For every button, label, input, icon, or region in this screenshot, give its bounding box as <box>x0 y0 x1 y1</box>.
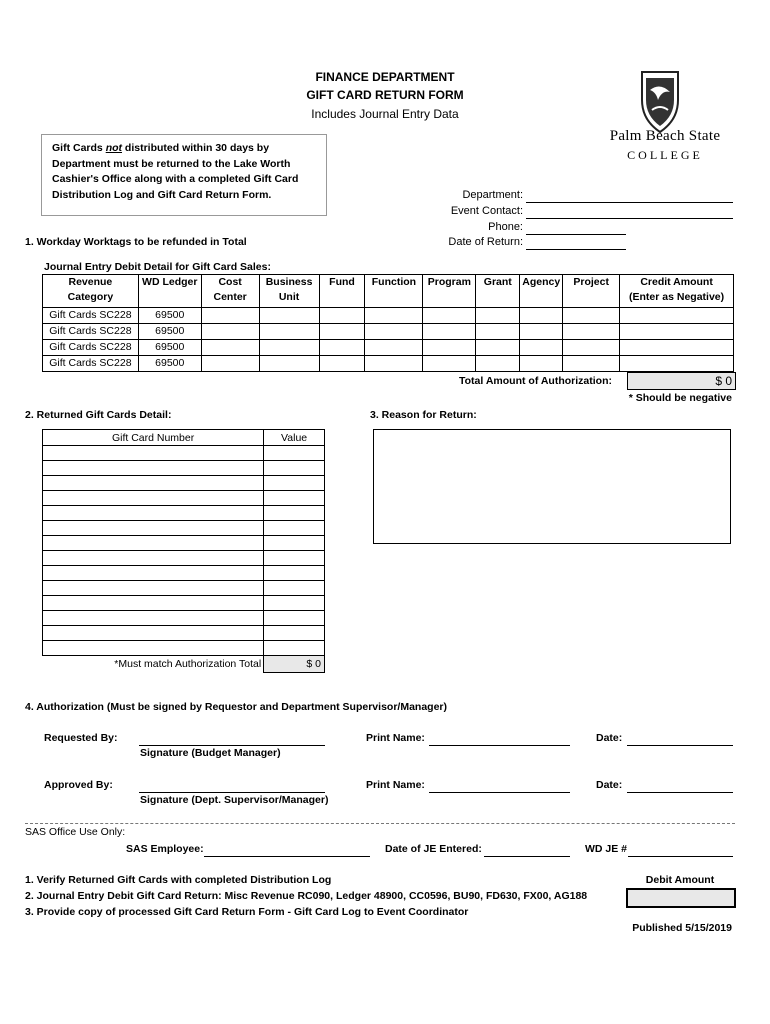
notice-line-3: Cashier's Office along with a completed Gift Card <box>52 173 299 185</box>
je-ledger-cell: 69500 <box>138 340 201 356</box>
je-credit-cell[interactable] <box>620 324 734 340</box>
je-input-cell[interactable] <box>563 356 620 372</box>
event-contact-field[interactable] <box>526 206 733 219</box>
gift-card-value-cell[interactable] <box>264 446 325 461</box>
je-input-cell[interactable] <box>520 356 563 372</box>
je-input-cell[interactable] <box>423 308 476 324</box>
table-row <box>43 521 325 536</box>
je-category-cell: Gift Cards SC228 <box>43 356 139 372</box>
notice-line-2: Department must be returned to the Lake Worth <box>52 157 291 170</box>
je-col-grant: Grant <box>476 275 520 308</box>
table-row <box>43 461 325 476</box>
phone-field[interactable] <box>526 222 626 235</box>
je-col-project: Project <box>563 275 620 308</box>
je-input-cell[interactable] <box>365 308 423 324</box>
je-input-cell[interactable] <box>563 308 620 324</box>
je-input-cell[interactable] <box>563 340 620 356</box>
je-col-ledger: WD Ledger <box>138 275 201 308</box>
total-authorization-value: $ 0 <box>627 372 736 390</box>
gift-card-value-cell[interactable] <box>264 611 325 626</box>
gift-card-value-cell[interactable] <box>264 566 325 581</box>
table-row <box>43 356 734 372</box>
table-row <box>43 308 734 324</box>
sas-step-1: 1. Verify Returned Gift Cards with completed Distribution Log <box>25 874 332 886</box>
je-input-cell[interactable] <box>201 324 259 340</box>
je-input-cell[interactable] <box>476 340 520 356</box>
je-input-cell[interactable] <box>201 308 259 324</box>
requested-by-label: Requested By: <box>44 732 118 744</box>
je-credit-cell[interactable] <box>620 356 734 372</box>
gift-card-value-cell[interactable] <box>264 521 325 536</box>
je-input-cell[interactable] <box>476 356 520 372</box>
section2-title: 2. Returned Gift Cards Detail: <box>25 409 172 421</box>
requested-by-signature-line[interactable] <box>139 733 325 746</box>
notice-box <box>41 134 327 216</box>
notice-line-4: Distribution Log and Gift Card Return Form. <box>52 188 272 201</box>
published-date: Published 5/15/2019 <box>632 922 732 934</box>
je-col-fund: Fund <box>319 275 365 308</box>
gift-card-number-cell[interactable] <box>43 491 264 506</box>
gift-card-value-cell[interactable] <box>264 461 325 476</box>
je-ledger-cell: 69500 <box>138 324 201 340</box>
je-input-cell[interactable] <box>319 356 365 372</box>
je-category-cell: Gift Cards SC228 <box>43 308 139 324</box>
je-input-cell[interactable] <box>563 324 620 340</box>
table-row <box>43 324 734 340</box>
date-return-label: Date of Return: <box>448 236 523 248</box>
gift-card-value-cell[interactable] <box>264 626 325 641</box>
date-field-1[interactable] <box>627 733 733 746</box>
gift-card-number-cell[interactable] <box>43 476 264 491</box>
je-input-cell[interactable] <box>423 340 476 356</box>
je-input-cell[interactable] <box>520 340 563 356</box>
gift-card-total-row <box>43 656 325 673</box>
je-input-cell[interactable] <box>423 356 476 372</box>
je-input-cell[interactable] <box>259 340 319 356</box>
date-label-1: Date: <box>596 732 623 744</box>
je-col-program: Program <box>423 275 476 308</box>
print-name-field-1[interactable] <box>429 733 570 746</box>
department-heading: FINANCE DEPARTMENT <box>315 70 455 84</box>
sas-title: SAS Office Use Only: <box>25 826 126 838</box>
print-name-label-2: Print Name: <box>366 779 425 791</box>
notice-emphasis: not <box>105 142 123 154</box>
table-row <box>43 581 325 596</box>
section4-title: 4. Authorization (Must be signed by Requestor and Department Supervisor/Manager) <box>25 701 447 713</box>
gift-card-number-cell[interactable] <box>43 626 264 641</box>
table-row <box>43 491 325 506</box>
wd-je-field[interactable] <box>628 844 733 857</box>
sas-employee-label: SAS Employee: <box>126 843 204 855</box>
reason-textarea[interactable] <box>373 429 731 544</box>
negative-note: * Should be negative <box>628 392 732 404</box>
table-row <box>43 506 325 521</box>
je-input-cell[interactable] <box>259 308 319 324</box>
table-row <box>43 626 325 641</box>
je-input-cell[interactable] <box>201 356 259 372</box>
gift-card-number-cell[interactable] <box>43 446 264 461</box>
je-input-cell[interactable] <box>319 324 365 340</box>
je-input-cell[interactable] <box>476 308 520 324</box>
table-row <box>43 551 325 566</box>
gift-card-number-cell[interactable] <box>43 641 264 656</box>
college-logo <box>600 70 730 170</box>
gift-card-value-cell[interactable] <box>264 551 325 566</box>
print-name-field-2[interactable] <box>429 780 570 793</box>
gift-card-number-cell[interactable] <box>43 461 264 476</box>
debit-amount-label: Debit Amount <box>645 874 715 886</box>
je-col-business-unit: Business Unit <box>259 275 319 308</box>
je-input-cell[interactable] <box>201 340 259 356</box>
gift-card-number-cell[interactable] <box>43 566 264 581</box>
event-contact-label: Event Contact: <box>450 205 523 217</box>
date-je-label: Date of JE Entered: <box>385 843 482 855</box>
sas-step-3: 3. Provide copy of processed Gift Card Return Form - Gift Card Log to Event Coordinator <box>25 906 469 918</box>
date-return-field[interactable] <box>526 237 626 250</box>
approved-by-signature-line[interactable] <box>139 780 325 793</box>
gift-card-header-row <box>43 430 325 446</box>
phone-label: Phone: <box>488 221 523 233</box>
gift-card-value-cell[interactable] <box>264 641 325 656</box>
sas-step-2: 2. Journal Entry Debit Gift Card Return: Misc Revenue RC090, Ledger 48900, CC0596, BU90, FD630, FX00, AG188 <box>25 890 588 902</box>
signature-budget-caption: Signature (Budget Manager) <box>140 747 281 759</box>
gift-card-value-cell[interactable] <box>264 491 325 506</box>
je-col-agency: Agency <box>520 275 563 308</box>
journal-entry-table <box>42 274 734 372</box>
je-col-credit-amount: Credit Amount (Enter as Negative) <box>620 275 734 308</box>
table-row <box>43 476 325 491</box>
wd-je-label: WD JE # <box>585 843 628 855</box>
table-row <box>43 340 734 356</box>
je-ledger-cell: 69500 <box>138 356 201 372</box>
je-input-cell[interactable] <box>365 356 423 372</box>
je-input-cell[interactable] <box>520 324 563 340</box>
je-input-cell[interactable] <box>365 340 423 356</box>
je-input-cell[interactable] <box>476 324 520 340</box>
table-row <box>43 611 325 626</box>
section1-title: 1. Workday Worktags to be refunded in Total <box>25 236 247 248</box>
je-col-cost-center: Cost Center <box>201 275 259 308</box>
table-row <box>43 641 325 656</box>
je-credit-cell[interactable] <box>620 308 734 324</box>
table-row <box>43 536 325 551</box>
department-label: Department: <box>462 189 523 201</box>
date-je-field[interactable] <box>484 844 570 857</box>
gift-card-total-label: *Must match Authorization Total <box>43 656 264 673</box>
table-row <box>43 596 325 611</box>
gift-card-value-cell[interactable] <box>264 506 325 521</box>
gift-card-value-header: Value <box>264 430 325 446</box>
gift-card-value-cell[interactable] <box>264 536 325 551</box>
table-row <box>43 566 325 581</box>
je-ledger-cell: 69500 <box>138 308 201 324</box>
logo-college: COLLEGE <box>627 148 703 162</box>
sas-employee-field[interactable] <box>204 844 370 857</box>
gift-card-number-cell[interactable] <box>43 521 264 536</box>
je-category-cell: Gift Cards SC228 <box>43 340 139 356</box>
department-field[interactable] <box>526 190 733 203</box>
je-input-cell[interactable] <box>319 308 365 324</box>
gift-card-number-cell[interactable] <box>43 551 264 566</box>
gift-card-number-cell[interactable] <box>43 536 264 551</box>
table-row <box>43 446 325 461</box>
gift-card-total-value: $ 0 <box>264 656 325 673</box>
je-input-cell[interactable] <box>319 340 365 356</box>
je-input-cell[interactable] <box>365 324 423 340</box>
debit-amount-field[interactable] <box>626 888 736 908</box>
notice-line-1: Gift Cards not distributed within 30 days by <box>52 142 270 154</box>
gift-card-value-cell[interactable] <box>264 476 325 491</box>
total-authorization-label: Total Amount of Authorization: <box>459 375 612 387</box>
je-input-cell[interactable] <box>259 324 319 340</box>
gift-card-number-cell[interactable] <box>43 581 264 596</box>
section1-subtitle: Journal Entry Debit Detail for Gift Card Sales: <box>44 261 271 273</box>
logo-name: Palm Beach State <box>609 128 721 144</box>
je-input-cell[interactable] <box>520 308 563 324</box>
je-input-cell[interactable] <box>423 324 476 340</box>
print-name-label-1: Print Name: <box>366 732 425 744</box>
signature-supervisor-caption: Signature (Dept. Supervisor/Manager) <box>140 794 329 806</box>
je-credit-cell[interactable] <box>620 340 734 356</box>
form-subtitle: Includes Journal Entry Data <box>311 107 459 121</box>
form-title: GIFT CARD RETURN FORM <box>306 88 464 102</box>
gift-cards-table <box>42 429 325 673</box>
gift-card-number-cell[interactable] <box>43 611 264 626</box>
je-input-cell[interactable] <box>259 356 319 372</box>
section-divider <box>25 823 735 824</box>
gift-card-value-cell[interactable] <box>264 596 325 611</box>
gift-card-number-header: Gift Card Number <box>43 430 264 446</box>
je-header-row <box>43 275 734 308</box>
gift-card-number-cell[interactable] <box>43 506 264 521</box>
je-col-function: Function <box>365 275 423 308</box>
gift-card-number-cell[interactable] <box>43 596 264 611</box>
je-col-revenue: Revenue Category <box>43 275 139 308</box>
gift-card-value-cell[interactable] <box>264 581 325 596</box>
date-field-2[interactable] <box>627 780 733 793</box>
section3-title: 3. Reason for Return: <box>370 409 477 421</box>
approved-by-label: Approved By: <box>44 779 113 791</box>
je-category-cell: Gift Cards SC228 <box>43 324 139 340</box>
date-label-2: Date: <box>596 779 623 791</box>
